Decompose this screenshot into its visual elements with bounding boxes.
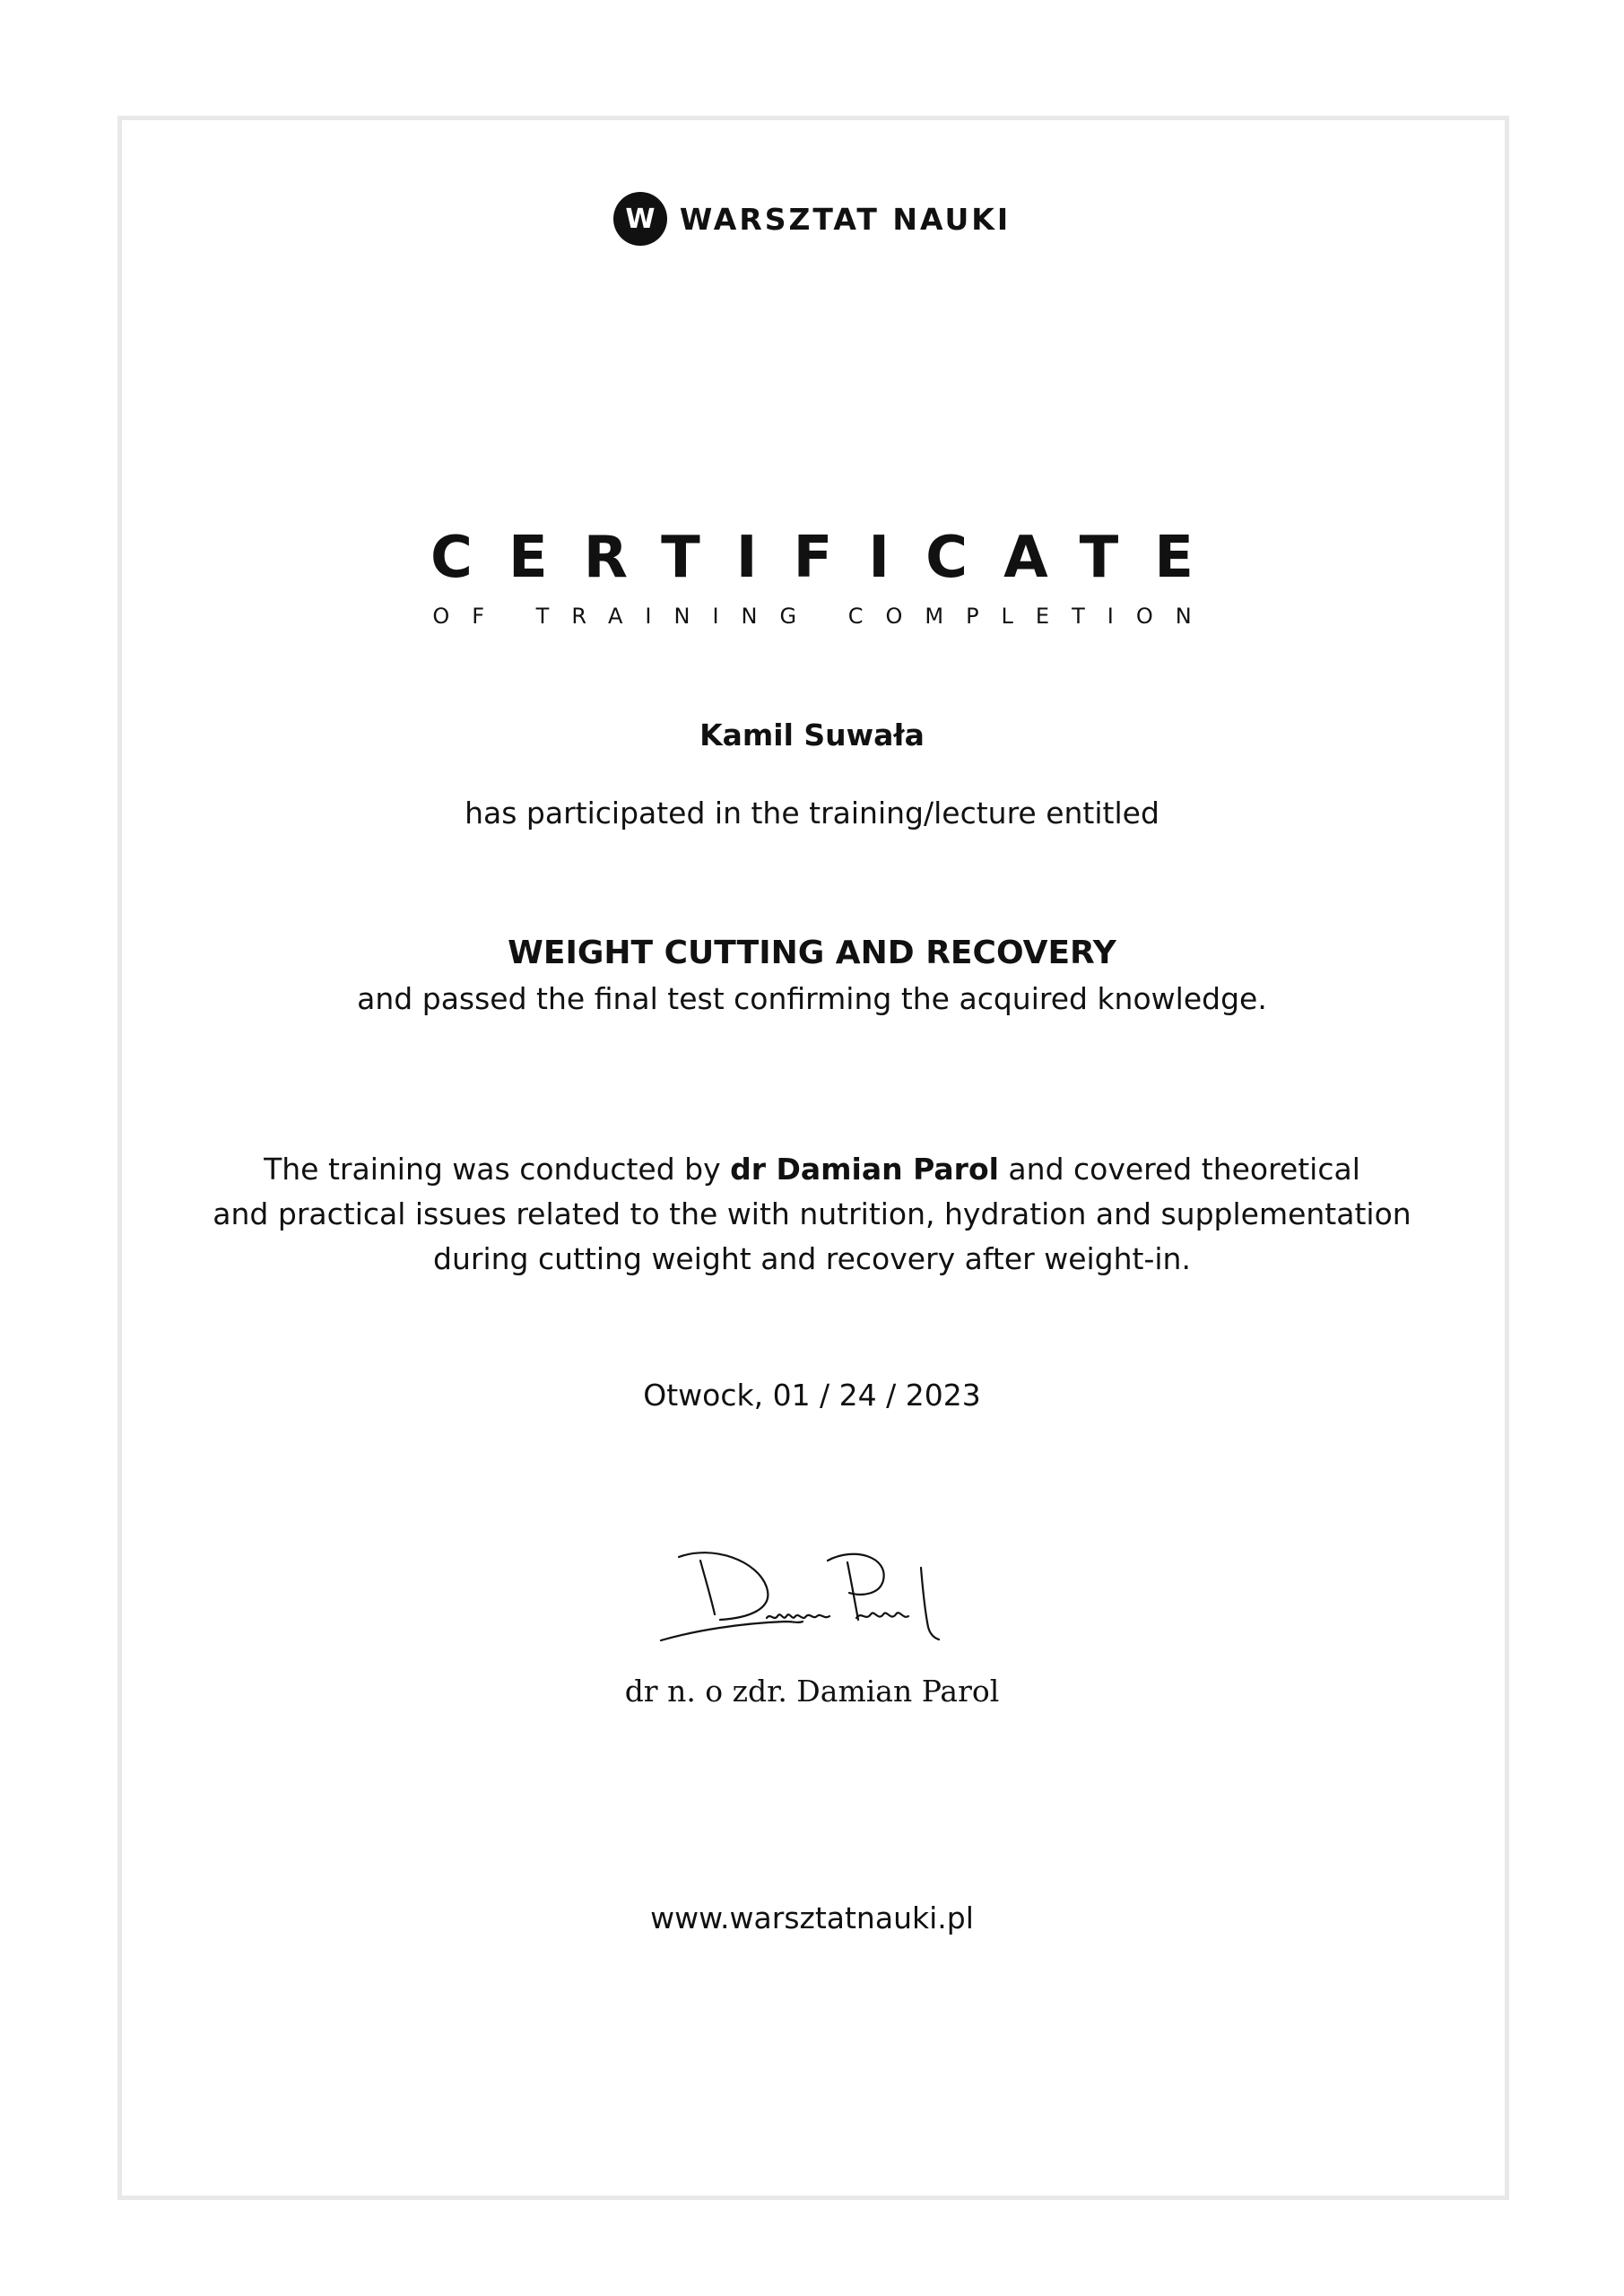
- logo-mark-letter: W: [625, 203, 656, 235]
- place-and-date: Otwock, 01 / 24 / 2023: [643, 1378, 981, 1413]
- description-suffix: and covered theoretical: [998, 1152, 1360, 1187]
- course-title: WEIGHT CUTTING AND RECOVERY: [508, 935, 1116, 971]
- signer-title: dr n. o zdr. Damian Parol: [624, 1674, 1000, 1709]
- participation-text: has participated in the training/lecture entitled: [465, 796, 1159, 831]
- logo-mark-icon: [613, 192, 667, 246]
- certificate-title: CERTIFICATE: [430, 525, 1229, 591]
- description-prefix: The training was conducted by: [264, 1152, 731, 1187]
- instructor-name: dr Damian Parol: [730, 1152, 999, 1187]
- brand-name: WARSZTAT NAUKI: [679, 201, 1012, 237]
- description-line-3: during cutting weight and recovery after weight-in.: [433, 1241, 1191, 1276]
- recipient-name: Kamil Suwała: [699, 718, 925, 752]
- certificate-subtitle: OF TRAINING COMPLETION: [432, 604, 1214, 629]
- description-line-1: [0, 1152, 1624, 1187]
- handwritten-signature: [659, 1544, 964, 1648]
- description-line-2: and practical issues related to the with nutrition, hydration and supplementation: [213, 1196, 1411, 1231]
- website-url: www.warsztatnauki.pl: [650, 1900, 974, 1935]
- passed-text: and passed the final test confirming the acquired knowledge.: [357, 981, 1267, 1016]
- brand-logo: [0, 192, 1624, 246]
